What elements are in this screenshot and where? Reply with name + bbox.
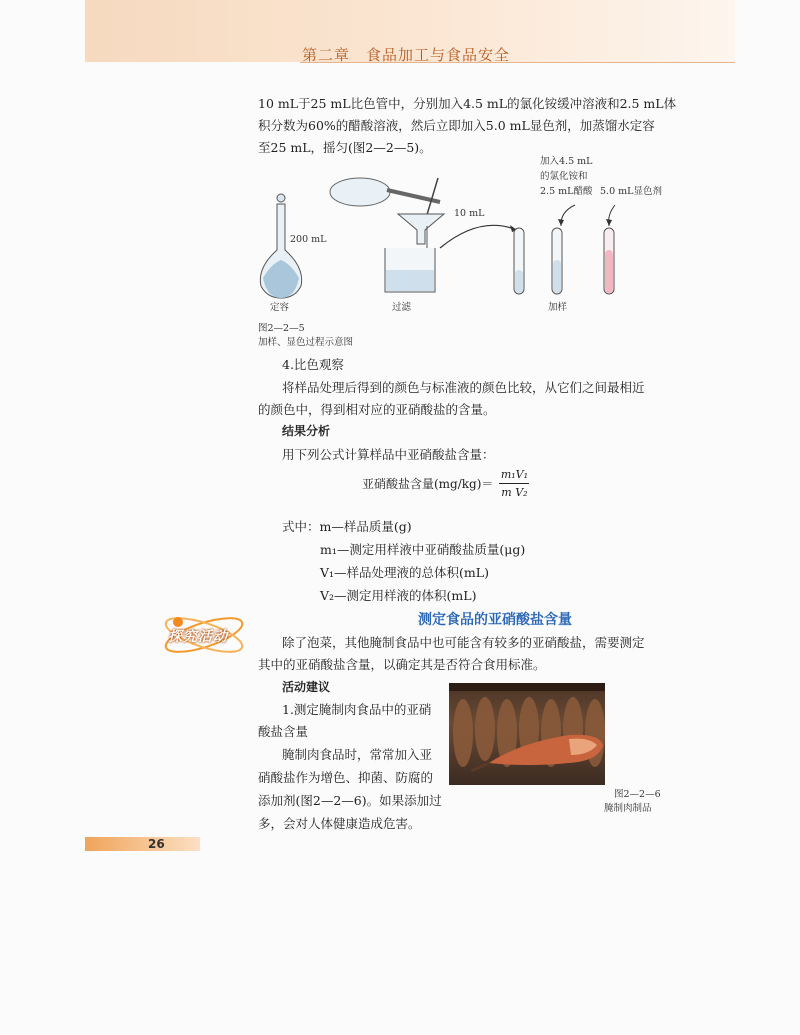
suggestion-title: 活动建议 (282, 680, 331, 694)
definition-3: V₁—样品处理液的总体积(mL) (320, 565, 489, 580)
definition-2: m₁—测定用样液中亚硝酸盐质量(μg) (320, 542, 526, 557)
label-10ml: 10 mL (454, 208, 485, 219)
section4-heading: 4.比色观察 (282, 357, 344, 372)
label-add-reagent-3: 2.5 mL醋酸 (540, 186, 593, 197)
figure-226-caption: 腌制肉制品 (604, 803, 652, 814)
formula-denominator: m V₂ (501, 486, 528, 499)
figure-226-number: 图2—2—6 (614, 789, 661, 800)
formula-numerator: m₁V₁ (500, 468, 529, 481)
footer-band (85, 837, 200, 851)
item1-line2: 酸盐含量 (258, 724, 309, 739)
caption-filter: 过滤 (392, 302, 412, 313)
desc-line1: 腌制肉食品时，常常加入亚 (282, 747, 433, 762)
figure-number: 图2—2—5 (258, 323, 305, 334)
desc-line2: 硝酸盐作为增色、抑菌、防腐的 (258, 770, 434, 785)
activity-title: 测定食品的亚硝酸盐含量 (418, 612, 572, 628)
item1-line1: 1.测定腌制肉食品中的亚硝 (282, 702, 432, 717)
formula-lhs: 亚硝酸盐含量(mg/kg)＝ (362, 477, 494, 491)
section4-line1: 将样品处理后得到的颜色与标准液的颜色比较，从它们之间最相近 (282, 380, 645, 395)
label-color-reagent: 5.0 mL显色剂 (600, 186, 662, 197)
page-number: 26 (148, 837, 165, 851)
desc-line3: 添加剂(图2—2—6)。如果添加过 (258, 793, 442, 808)
para1-line2: 积分数为60%的醋酸溶液，然后立即加入5.0 mL显色剂，加蒸馏水定容 (258, 118, 655, 133)
para1-line1: 10 mL于25 mL比色管中，分别加入4.5 mL的氯化铵缓冲溶液和2.5 mL体 (258, 96, 677, 111)
formula-fraction (499, 468, 529, 499)
activity-line1: 除了泡菜，其他腌制食品中也可能含有较多的亚硝酸盐，需要测定 (282, 635, 645, 650)
section4-line2: 的颜色中，得到相对应的亚硝酸盐的含量。 (258, 402, 496, 417)
caption-constant-volume: 定容 (270, 302, 290, 313)
caption-add-sample: 加样 (548, 302, 568, 313)
chapter-title: 第二章 食品加工与食品安全 (302, 46, 511, 64)
analysis-intro: 用下列公式计算样品中亚硝酸盐含量： (282, 447, 495, 462)
activity-badge-label: 探究活动 (168, 629, 228, 645)
label-add-reagent-1: 加入4.5 mL (540, 156, 593, 167)
activity-line2: 其中的亚硝酸盐含量，以确定其是否符合食用标准。 (258, 657, 546, 672)
definition-4: V₂—测定用样液的体积(mL) (320, 588, 477, 603)
cured-meat-photo (449, 683, 605, 785)
analysis-title: 结果分析 (282, 424, 331, 438)
nitrite-formula (362, 468, 529, 499)
filtration-setup (330, 178, 444, 292)
para1-line3: 至25 mL，摇匀(图2—2—5)。 (258, 140, 432, 155)
fraction-bar (499, 483, 529, 484)
label-200ml: 200 mL (290, 234, 327, 245)
figure-caption: 加样、显色过程示意图 (258, 337, 354, 348)
label-add-reagent-2: 的氯化铵和 (540, 171, 588, 182)
test-tubes (514, 205, 615, 294)
definition-1: 式中：m—样品质量(g) (282, 519, 412, 534)
desc-line4: 多，会对人体健康造成危害。 (258, 816, 421, 831)
